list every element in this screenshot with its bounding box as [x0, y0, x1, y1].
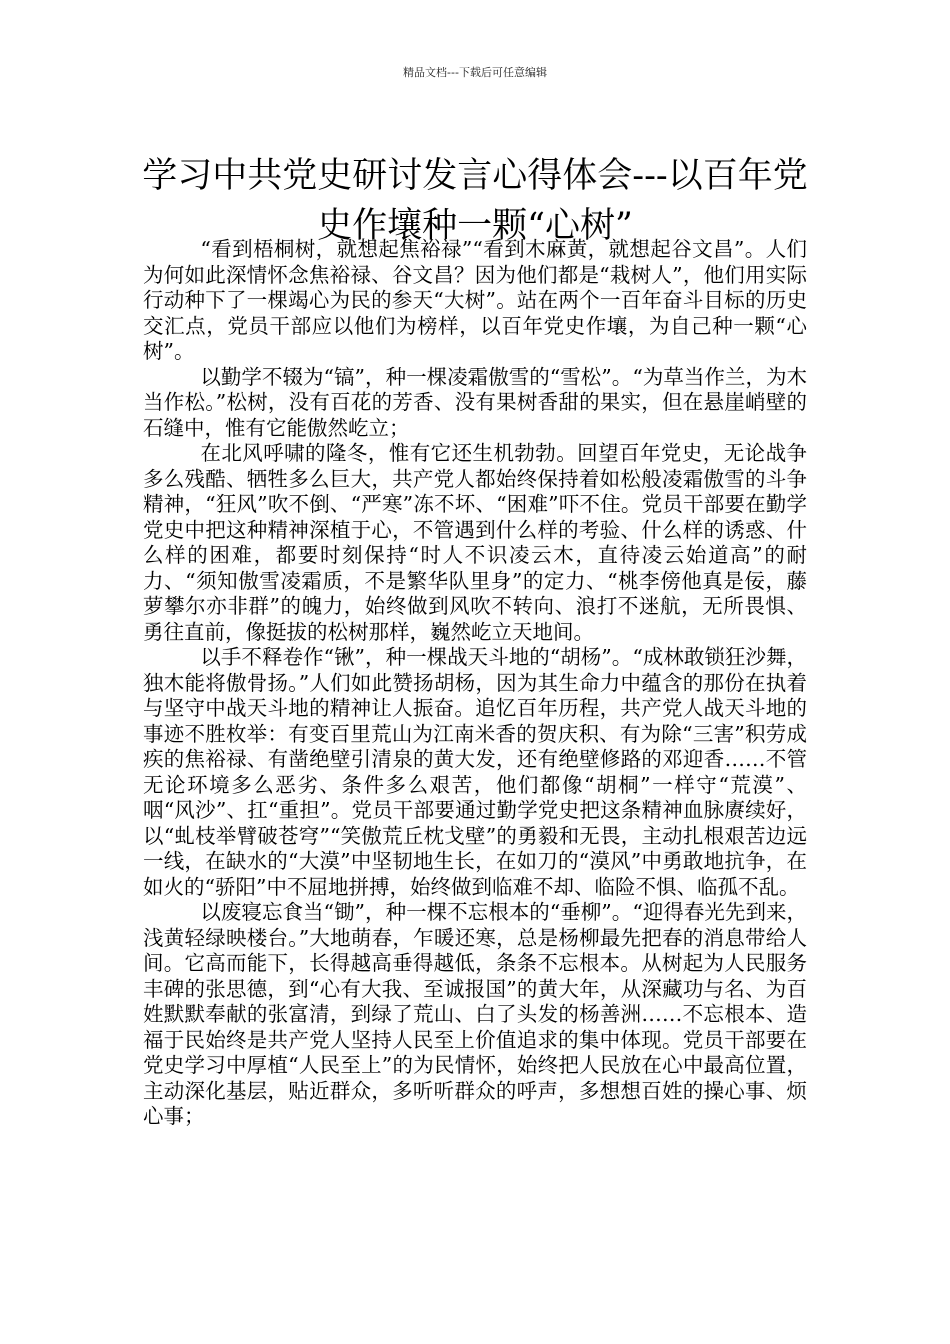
paragraph: 以手不释卷作“锹”，种一棵战天斗地的“胡杨”。“成林敢锁狂沙舞，独木能将傲骨扬。”人们如此赞扬胡杨，因为其生命力中蕴含的那份在执着与坚守中战天斗地的精神让人振奋。追忆百年历程，共产党人战天斗地的事迹不胜枚举：有变百里荒山为江南米香的贺庆积、有为除“三害”积劳成疾的焦裕禄、有凿绝壁引清泉的黄大发，还有绝壁修路的邓迎香……不管无论环境多么恶劣、条件多么艰苦，他们都像“胡桐”一样守“荒漠”、咽“风沙”、扛“重担”。党员干部要通过勤学党史把这条精神血脉赓续好，以“虬枝举臂破苍穹”“笑傲荒丘枕戈壁”的勇毅和无畏，主动扎根艰苦边远一线，在缺水的“大漠”中坚韧地生长，在如刀的“漠风”中勇敢地抗争，在如火的“骄阳”中不屈地拼搏，始终做到临难不却、临险不惧、临孤不乱。 — [143, 645, 807, 899]
document-body — [143, 237, 807, 1130]
paragraph: “看到梧桐树，就想起焦裕禄”“看到木麻黄，就想起谷文昌”。人们为何如此深情怀念焦裕禄、谷文昌？因为他们都是“栽树人”，他们用实际行动种下了一棵竭心为民的参天“大树”。站在两个一百年奋斗目标的历史交汇点，党员干部应以他们为榜样，以百年党史作壤，为自己种一颗“心树”。 — [143, 237, 807, 363]
paragraph: 以勤学不辍为“镐”，种一棵凌霜傲雪的“雪松”。“为草当作兰，为木当作松。”松树，没有百花的芳香、没有果树香甜的果实，但在悬崖峭壁的石缝中，惟有它能傲然屹立； — [143, 364, 807, 440]
page-header: 精品文档---下载后可任意编辑 — [403, 66, 547, 79]
document-title: 学习中共党史研讨发言心得体会---以百年党史作壤种一颗“心树” — [142, 156, 808, 247]
paragraph: 以废寝忘食当“锄”，种一棵不忘根本的“垂柳”。“迎得春光先到来，浅黄轻绿映楼台。”大地萌春，乍暖还寒，总是杨柳最先把春的消息带给人间。它高而能下，长得越高垂得越低，条条不忘根本。从树起为人民服务丰碑的张思德，到“心有大我、至诚报国”的黄大年，从深藏功与名、为百姓默默奉献的张富清，到绿了荒山、白了头发的杨善洲……不忘根本、造福于民始终是共产党人坚持人民至上价值追求的集中体现。党员干部要在党史学习中厚植“人民至上”的为民情怀，始终把人民放在心中最高位置，主动深化基层，贴近群众，多听听群众的呼声，多想想百姓的操心事、烦心事； — [143, 900, 807, 1128]
paragraph: 在北风呼啸的隆冬，惟有它还生机勃勃。回望百年党史，无论战争多么残酷、牺牲多么巨大，共产党人都始终保持着如松般凌霜傲雪的斗争精神，“狂风”吹不倒、“严寒”冻不坏、“困难”吓不住。党员干部要在勤学党史中把这种精神深植于心，不管遇到什么样的考验、什么样的诱惑、什么样的困难，都要时刻保持“时人不识凌云木，直待凌云始道高”的耐力、“须知傲雪凌霜质，不是繁华队里身”的定力、“桃李傍他真是佞，藤萝攀尔亦非群”的魄力，始终做到风吹不转向、浪打不迷航，无所畏惧、勇往直前，像挺拔的松树那样，巍然屹立天地间。 — [143, 441, 807, 644]
